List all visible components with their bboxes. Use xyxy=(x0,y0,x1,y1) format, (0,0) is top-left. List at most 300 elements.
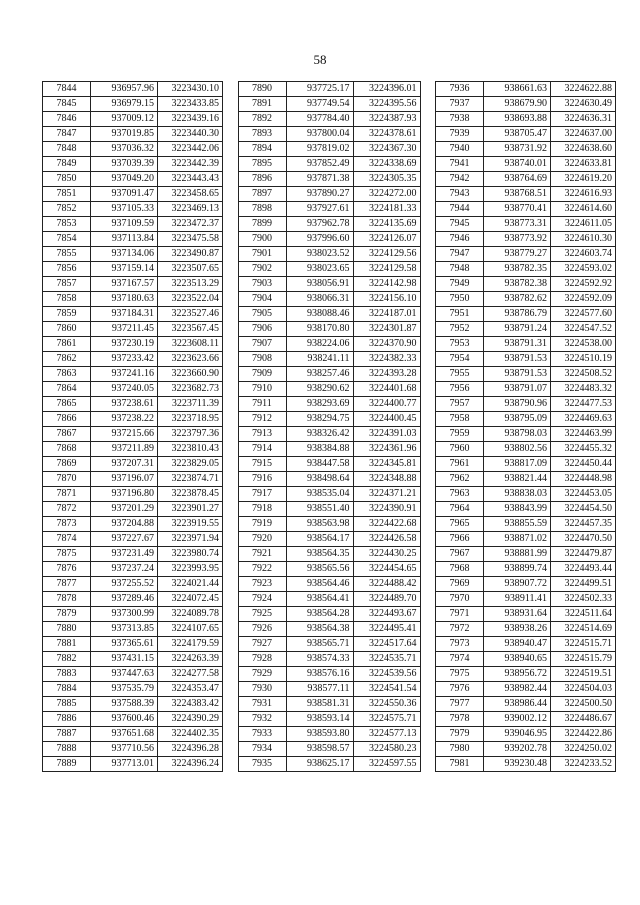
point-number-cell: 7852 xyxy=(43,202,91,217)
x-coordinate-cell: 937167.57 xyxy=(91,277,158,292)
x-coordinate-cell: 938056.91 xyxy=(286,277,353,292)
y-coordinate-cell: 3224630.49 xyxy=(551,97,616,112)
table-row xyxy=(436,472,616,487)
x-coordinate-cell: 938290.62 xyxy=(286,382,353,397)
point-number-cell: 7969 xyxy=(436,577,484,592)
point-number-cell: 7964 xyxy=(436,502,484,517)
table-row xyxy=(436,217,616,232)
y-coordinate-cell: 3224387.93 xyxy=(353,112,420,127)
point-number-cell: 7845 xyxy=(43,97,91,112)
table-row xyxy=(238,247,420,262)
y-coordinate-cell: 3223711.39 xyxy=(158,397,223,412)
y-coordinate-cell: 3224277.58 xyxy=(158,667,223,682)
table-row xyxy=(436,532,616,547)
table-row xyxy=(43,667,223,682)
point-number-cell: 7864 xyxy=(43,382,91,397)
table-row xyxy=(436,502,616,517)
y-coordinate-cell: 3224396.01 xyxy=(353,82,420,97)
point-number-cell: 7898 xyxy=(238,202,286,217)
point-number-cell: 7924 xyxy=(238,592,286,607)
y-coordinate-cell: 3224616.93 xyxy=(551,187,616,202)
y-coordinate-cell: 3224422.68 xyxy=(353,517,420,532)
x-coordinate-cell: 937651.68 xyxy=(91,727,158,742)
table-row xyxy=(43,202,223,217)
x-coordinate-cell: 938593.80 xyxy=(286,727,353,742)
point-number-cell: 7883 xyxy=(43,667,91,682)
y-coordinate-cell: 3224636.31 xyxy=(551,112,616,127)
table-row xyxy=(43,187,223,202)
point-number-cell: 7849 xyxy=(43,157,91,172)
table-row xyxy=(436,142,616,157)
point-number-cell: 7867 xyxy=(43,427,91,442)
table-row xyxy=(238,382,420,397)
x-coordinate-cell: 937241.16 xyxy=(91,367,158,382)
y-coordinate-cell: 3223810.43 xyxy=(158,442,223,457)
x-coordinate-cell: 937207.31 xyxy=(91,457,158,472)
table-row xyxy=(43,412,223,427)
table-row xyxy=(238,517,420,532)
y-coordinate-cell: 3224539.56 xyxy=(353,667,420,682)
point-number-cell: 7866 xyxy=(43,412,91,427)
y-coordinate-cell: 3223469.13 xyxy=(158,202,223,217)
coordinate-table-1 xyxy=(42,81,223,772)
table-row xyxy=(43,277,223,292)
y-coordinate-cell: 3224511.64 xyxy=(551,607,616,622)
table-row xyxy=(436,742,616,757)
y-coordinate-cell: 3224477.53 xyxy=(551,397,616,412)
table-row xyxy=(238,262,420,277)
table-row xyxy=(43,172,223,187)
table-row xyxy=(43,352,223,367)
point-number-cell: 7970 xyxy=(436,592,484,607)
point-number-cell: 7890 xyxy=(238,82,286,97)
table-row xyxy=(238,427,420,442)
table-row xyxy=(238,142,420,157)
point-number-cell: 7858 xyxy=(43,292,91,307)
x-coordinate-cell: 938931.64 xyxy=(484,607,551,622)
point-number-cell: 7900 xyxy=(238,232,286,247)
point-number-cell: 7945 xyxy=(436,217,484,232)
x-coordinate-cell: 937159.14 xyxy=(91,262,158,277)
x-coordinate-cell: 938740.01 xyxy=(484,157,551,172)
table-row xyxy=(238,307,420,322)
table-row xyxy=(43,592,223,607)
point-number-cell: 7954 xyxy=(436,352,484,367)
x-coordinate-cell: 937009.12 xyxy=(91,112,158,127)
table-row xyxy=(43,247,223,262)
y-coordinate-cell: 3224470.50 xyxy=(551,532,616,547)
y-coordinate-cell: 3224603.74 xyxy=(551,247,616,262)
x-coordinate-cell: 937749.54 xyxy=(286,97,353,112)
x-coordinate-cell: 938551.40 xyxy=(286,502,353,517)
table-row xyxy=(238,112,420,127)
point-number-cell: 7876 xyxy=(43,562,91,577)
y-coordinate-cell: 3224499.51 xyxy=(551,577,616,592)
table-row xyxy=(43,97,223,112)
table-row xyxy=(436,247,616,262)
x-coordinate-cell: 938782.35 xyxy=(484,262,551,277)
y-coordinate-cell: 3224393.28 xyxy=(353,367,420,382)
y-coordinate-cell: 3223623.66 xyxy=(158,352,223,367)
x-coordinate-cell: 938581.31 xyxy=(286,697,353,712)
x-coordinate-cell: 937231.49 xyxy=(91,547,158,562)
point-number-cell: 7979 xyxy=(436,727,484,742)
table-row xyxy=(436,97,616,112)
y-coordinate-cell: 3224187.01 xyxy=(353,307,420,322)
x-coordinate-cell: 938817.09 xyxy=(484,457,551,472)
table-row xyxy=(43,472,223,487)
table-row xyxy=(238,727,420,742)
y-coordinate-cell: 3224611.05 xyxy=(551,217,616,232)
y-coordinate-cell: 3224402.35 xyxy=(158,727,223,742)
table-row xyxy=(436,367,616,382)
x-coordinate-cell: 938731.92 xyxy=(484,142,551,157)
y-coordinate-cell: 3224396.28 xyxy=(158,742,223,757)
point-number-cell: 7893 xyxy=(238,127,286,142)
table-row xyxy=(43,682,223,697)
y-coordinate-cell: 3224495.41 xyxy=(353,622,420,637)
y-coordinate-cell: 3224072.45 xyxy=(158,592,223,607)
x-coordinate-cell: 937710.56 xyxy=(91,742,158,757)
y-coordinate-cell: 3224179.59 xyxy=(158,637,223,652)
y-coordinate-cell: 3224400.77 xyxy=(353,397,420,412)
x-coordinate-cell: 937819.02 xyxy=(286,142,353,157)
x-coordinate-cell: 938907.72 xyxy=(484,577,551,592)
x-coordinate-cell: 938447.58 xyxy=(286,457,353,472)
x-coordinate-cell: 938224.06 xyxy=(286,337,353,352)
x-coordinate-cell: 936957.96 xyxy=(91,82,158,97)
point-number-cell: 7888 xyxy=(43,742,91,757)
table-row xyxy=(43,127,223,142)
table-row xyxy=(436,307,616,322)
table-row xyxy=(436,322,616,337)
table-row xyxy=(43,142,223,157)
x-coordinate-cell: 938938.26 xyxy=(484,622,551,637)
y-coordinate-cell: 3223718.95 xyxy=(158,412,223,427)
x-coordinate-cell: 937927.61 xyxy=(286,202,353,217)
table-row xyxy=(436,382,616,397)
table-row xyxy=(238,487,420,502)
point-number-cell: 7926 xyxy=(238,622,286,637)
table-row xyxy=(43,82,223,97)
y-coordinate-cell: 3223797.36 xyxy=(158,427,223,442)
x-coordinate-cell: 937204.88 xyxy=(91,517,158,532)
x-coordinate-cell: 938577.11 xyxy=(286,682,353,697)
point-number-cell: 7844 xyxy=(43,82,91,97)
point-number-cell: 7963 xyxy=(436,487,484,502)
y-coordinate-cell: 3223980.74 xyxy=(158,547,223,562)
table-row xyxy=(238,157,420,172)
y-coordinate-cell: 3224550.36 xyxy=(353,697,420,712)
point-number-cell: 7882 xyxy=(43,652,91,667)
table-row xyxy=(43,742,223,757)
table-row xyxy=(436,517,616,532)
x-coordinate-cell: 938802.56 xyxy=(484,442,551,457)
point-number-cell: 7856 xyxy=(43,262,91,277)
x-coordinate-cell: 938786.79 xyxy=(484,307,551,322)
table-row xyxy=(238,412,420,427)
x-coordinate-cell: 938705.47 xyxy=(484,127,551,142)
y-coordinate-cell: 3224129.58 xyxy=(353,262,420,277)
point-number-cell: 7850 xyxy=(43,172,91,187)
x-coordinate-cell: 937871.38 xyxy=(286,172,353,187)
x-coordinate-cell: 937890.27 xyxy=(286,187,353,202)
point-number-cell: 7977 xyxy=(436,697,484,712)
point-number-cell: 7878 xyxy=(43,592,91,607)
table-row xyxy=(43,157,223,172)
x-coordinate-cell: 938661.63 xyxy=(484,82,551,97)
table-row xyxy=(436,262,616,277)
point-number-cell: 7957 xyxy=(436,397,484,412)
table-row xyxy=(238,277,420,292)
y-coordinate-cell: 3224517.64 xyxy=(353,637,420,652)
y-coordinate-cell: 3224250.02 xyxy=(551,742,616,757)
point-number-cell: 7921 xyxy=(238,547,286,562)
table-row xyxy=(436,607,616,622)
table-row xyxy=(436,172,616,187)
table-row xyxy=(238,292,420,307)
x-coordinate-cell: 937535.79 xyxy=(91,682,158,697)
point-number-cell: 7973 xyxy=(436,637,484,652)
point-number-cell: 7916 xyxy=(238,472,286,487)
point-number-cell: 7942 xyxy=(436,172,484,187)
x-coordinate-cell: 938855.59 xyxy=(484,517,551,532)
x-coordinate-cell: 938791.53 xyxy=(484,367,551,382)
table-row xyxy=(436,697,616,712)
y-coordinate-cell: 3224126.07 xyxy=(353,232,420,247)
x-coordinate-cell: 938791.53 xyxy=(484,352,551,367)
x-coordinate-cell: 937447.63 xyxy=(91,667,158,682)
point-number-cell: 7873 xyxy=(43,517,91,532)
y-coordinate-cell: 3224508.52 xyxy=(551,367,616,382)
table-row xyxy=(436,652,616,667)
point-number-cell: 7946 xyxy=(436,232,484,247)
y-coordinate-cell: 3223878.45 xyxy=(158,487,223,502)
table-row xyxy=(43,502,223,517)
table-row xyxy=(43,262,223,277)
y-coordinate-cell: 3224263.39 xyxy=(158,652,223,667)
x-coordinate-cell: 939230.48 xyxy=(484,757,551,772)
point-number-cell: 7903 xyxy=(238,277,286,292)
y-coordinate-cell: 3223993.95 xyxy=(158,562,223,577)
x-coordinate-cell: 938791.31 xyxy=(484,337,551,352)
y-coordinate-cell: 3224535.71 xyxy=(353,652,420,667)
point-number-cell: 7892 xyxy=(238,112,286,127)
y-coordinate-cell: 3224637.00 xyxy=(551,127,616,142)
table-row xyxy=(436,592,616,607)
table-row xyxy=(436,112,616,127)
table-row xyxy=(436,562,616,577)
y-coordinate-cell: 3224233.52 xyxy=(551,757,616,772)
table-row xyxy=(238,712,420,727)
x-coordinate-cell: 938911.41 xyxy=(484,592,551,607)
y-coordinate-cell: 3224500.50 xyxy=(551,697,616,712)
y-coordinate-cell: 3224305.35 xyxy=(353,172,420,187)
y-coordinate-cell: 3224577.13 xyxy=(353,727,420,742)
page-number: 58 xyxy=(313,52,327,67)
point-number-cell: 7859 xyxy=(43,307,91,322)
x-coordinate-cell: 938564.38 xyxy=(286,622,353,637)
point-number-cell: 7884 xyxy=(43,682,91,697)
table-row xyxy=(43,457,223,472)
y-coordinate-cell: 3224348.88 xyxy=(353,472,420,487)
table-row xyxy=(43,757,223,772)
x-coordinate-cell: 938679.90 xyxy=(484,97,551,112)
y-coordinate-cell: 3224593.02 xyxy=(551,262,616,277)
x-coordinate-cell: 939202.78 xyxy=(484,742,551,757)
table-row xyxy=(238,202,420,217)
x-coordinate-cell: 937996.60 xyxy=(286,232,353,247)
x-coordinate-cell: 937852.49 xyxy=(286,157,353,172)
point-number-cell: 7855 xyxy=(43,247,91,262)
y-coordinate-cell: 3223430.10 xyxy=(158,82,223,97)
point-number-cell: 7932 xyxy=(238,712,286,727)
y-coordinate-cell: 3223919.55 xyxy=(158,517,223,532)
table-row xyxy=(436,757,616,772)
point-number-cell: 7935 xyxy=(238,757,286,772)
point-number-cell: 7981 xyxy=(436,757,484,772)
point-number-cell: 7938 xyxy=(436,112,484,127)
table-row xyxy=(43,367,223,382)
y-coordinate-cell: 3224430.25 xyxy=(353,547,420,562)
y-coordinate-cell: 3224382.33 xyxy=(353,352,420,367)
x-coordinate-cell: 938798.03 xyxy=(484,427,551,442)
point-number-cell: 7871 xyxy=(43,487,91,502)
point-number-cell: 7862 xyxy=(43,352,91,367)
x-coordinate-cell: 937313.85 xyxy=(91,622,158,637)
x-coordinate-cell: 937300.99 xyxy=(91,607,158,622)
table-row xyxy=(238,367,420,382)
y-coordinate-cell: 3224370.90 xyxy=(353,337,420,352)
y-coordinate-cell: 3224401.68 xyxy=(353,382,420,397)
x-coordinate-cell: 938598.57 xyxy=(286,742,353,757)
table-row xyxy=(43,652,223,667)
table-row xyxy=(238,322,420,337)
x-coordinate-cell: 938565.71 xyxy=(286,637,353,652)
table-row xyxy=(43,337,223,352)
y-coordinate-cell: 3223522.04 xyxy=(158,292,223,307)
y-coordinate-cell: 3223472.37 xyxy=(158,217,223,232)
x-coordinate-cell: 937227.67 xyxy=(91,532,158,547)
y-coordinate-cell: 3224493.44 xyxy=(551,562,616,577)
y-coordinate-cell: 3224391.03 xyxy=(353,427,420,442)
y-coordinate-cell: 3224486.67 xyxy=(551,712,616,727)
y-coordinate-cell: 3224610.30 xyxy=(551,232,616,247)
x-coordinate-cell: 938791.24 xyxy=(484,322,551,337)
table-row xyxy=(238,547,420,562)
x-coordinate-cell: 937091.47 xyxy=(91,187,158,202)
y-coordinate-cell: 3224450.44 xyxy=(551,457,616,472)
x-coordinate-cell: 937365.61 xyxy=(91,637,158,652)
y-coordinate-cell: 3224575.71 xyxy=(353,712,420,727)
point-number-cell: 7865 xyxy=(43,397,91,412)
table-row xyxy=(43,322,223,337)
table-row xyxy=(436,337,616,352)
table-row xyxy=(436,232,616,247)
point-number-cell: 7880 xyxy=(43,622,91,637)
point-number-cell: 7928 xyxy=(238,652,286,667)
x-coordinate-cell: 938564.17 xyxy=(286,532,353,547)
point-number-cell: 7902 xyxy=(238,262,286,277)
x-coordinate-cell: 937211.89 xyxy=(91,442,158,457)
y-coordinate-cell: 3224378.61 xyxy=(353,127,420,142)
x-coordinate-cell: 938821.44 xyxy=(484,472,551,487)
y-coordinate-cell: 3224454.65 xyxy=(353,562,420,577)
y-coordinate-cell: 3223874.71 xyxy=(158,472,223,487)
point-number-cell: 7909 xyxy=(238,367,286,382)
y-coordinate-cell: 3224383.42 xyxy=(158,697,223,712)
y-coordinate-cell: 3224577.60 xyxy=(551,307,616,322)
point-number-cell: 7943 xyxy=(436,187,484,202)
point-number-cell: 7913 xyxy=(238,427,286,442)
x-coordinate-cell: 938066.31 xyxy=(286,292,353,307)
x-coordinate-cell: 938782.62 xyxy=(484,292,551,307)
table-row xyxy=(43,577,223,592)
x-coordinate-cell: 936979.15 xyxy=(91,97,158,112)
table-row xyxy=(238,637,420,652)
point-number-cell: 7922 xyxy=(238,562,286,577)
table-row xyxy=(43,427,223,442)
table-row xyxy=(238,442,420,457)
x-coordinate-cell: 938782.38 xyxy=(484,277,551,292)
point-number-cell: 7860 xyxy=(43,322,91,337)
point-number-cell: 7917 xyxy=(238,487,286,502)
y-coordinate-cell: 3223442.39 xyxy=(158,157,223,172)
point-number-cell: 7848 xyxy=(43,142,91,157)
y-coordinate-cell: 3224367.30 xyxy=(353,142,420,157)
x-coordinate-cell: 937725.17 xyxy=(286,82,353,97)
table-row xyxy=(436,82,616,97)
x-coordinate-cell: 938940.65 xyxy=(484,652,551,667)
point-number-cell: 7910 xyxy=(238,382,286,397)
point-number-cell: 7940 xyxy=(436,142,484,157)
point-number-cell: 7908 xyxy=(238,352,286,367)
table-row xyxy=(238,607,420,622)
point-number-cell: 7889 xyxy=(43,757,91,772)
point-number-cell: 7901 xyxy=(238,247,286,262)
y-coordinate-cell: 3224353.47 xyxy=(158,682,223,697)
table-row xyxy=(238,217,420,232)
point-number-cell: 7950 xyxy=(436,292,484,307)
x-coordinate-cell: 937784.40 xyxy=(286,112,353,127)
x-coordinate-cell: 937211.45 xyxy=(91,322,158,337)
point-number-cell: 7965 xyxy=(436,517,484,532)
coordinate-table-3 xyxy=(435,81,616,772)
table-row xyxy=(43,442,223,457)
x-coordinate-cell: 938768.51 xyxy=(484,187,551,202)
y-coordinate-cell: 3224489.70 xyxy=(353,592,420,607)
table-row xyxy=(238,472,420,487)
y-coordinate-cell: 3224361.96 xyxy=(353,442,420,457)
point-number-cell: 7872 xyxy=(43,502,91,517)
table-row xyxy=(43,607,223,622)
y-coordinate-cell: 3224395.56 xyxy=(353,97,420,112)
point-number-cell: 7853 xyxy=(43,217,91,232)
table-row xyxy=(238,232,420,247)
table-row xyxy=(43,307,223,322)
x-coordinate-cell: 937215.66 xyxy=(91,427,158,442)
point-number-cell: 7949 xyxy=(436,277,484,292)
x-coordinate-cell: 939002.12 xyxy=(484,712,551,727)
point-number-cell: 7877 xyxy=(43,577,91,592)
point-number-cell: 7931 xyxy=(238,697,286,712)
table-row xyxy=(436,487,616,502)
point-number-cell: 7948 xyxy=(436,262,484,277)
point-number-cell: 7962 xyxy=(436,472,484,487)
point-number-cell: 7936 xyxy=(436,82,484,97)
x-coordinate-cell: 938940.47 xyxy=(484,637,551,652)
point-number-cell: 7918 xyxy=(238,502,286,517)
